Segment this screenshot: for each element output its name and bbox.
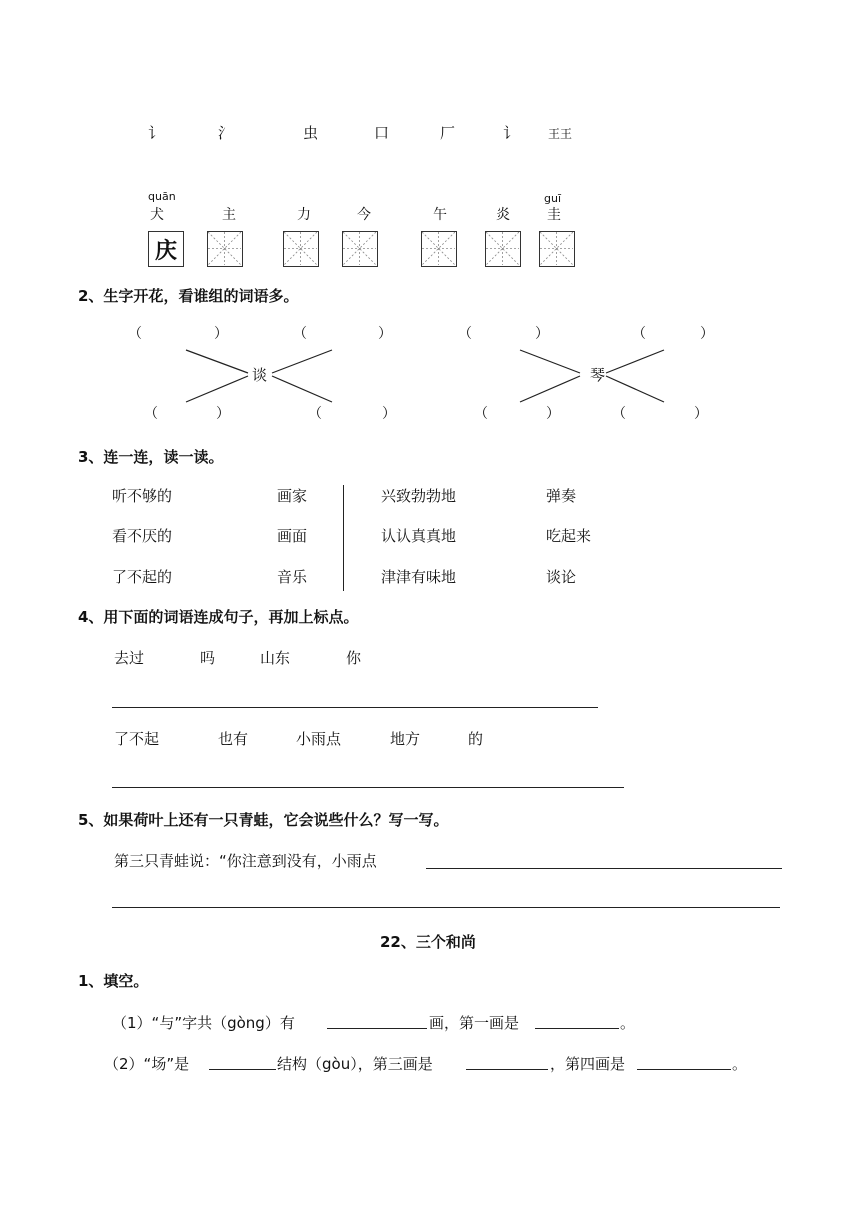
frog-answer-line-2[interactable]	[112, 907, 780, 908]
paren-open: （	[293, 326, 307, 342]
paren-open: （	[144, 406, 158, 422]
paren-open: （	[632, 326, 646, 342]
radical-6: 讠	[503, 124, 519, 142]
col2-item[interactable]: 音乐	[277, 568, 308, 586]
q1-end: 。	[620, 1014, 636, 1032]
column-divider	[343, 485, 344, 591]
paren-close: ）	[216, 406, 230, 422]
word-flower-lines	[0, 330, 860, 450]
word-tile: 的	[468, 730, 484, 748]
grid-guide	[540, 232, 573, 265]
q1-blank-2[interactable]	[535, 1028, 619, 1029]
paren-open: （	[308, 406, 322, 422]
q1-blank-1[interactable]	[327, 1028, 427, 1029]
q1-text-1: （1）“与”字共（gòng）有	[112, 1014, 295, 1032]
answer-line-2[interactable]	[112, 787, 624, 788]
q2-blank-1[interactable]	[209, 1069, 276, 1070]
char-above-4: 今	[357, 207, 371, 223]
col4-item[interactable]: 谈论	[546, 568, 577, 586]
col1-item[interactable]: 听不够的	[112, 487, 173, 505]
paren-close: ）	[700, 326, 714, 342]
section-4-heading: 4、用下面的词语连成句子，再加上标点。	[78, 608, 359, 626]
q2-text-3: ，第四画是	[550, 1055, 626, 1073]
word-tile: 地方	[390, 730, 421, 748]
word-tile: 也有	[218, 730, 249, 748]
frog-answer-line-1[interactable]	[426, 868, 782, 869]
char-above-6: 炎	[496, 207, 510, 223]
paren-open: （	[458, 326, 472, 342]
col2-item[interactable]: 画家	[277, 487, 308, 505]
paren-close: ）	[378, 326, 392, 342]
center-char-tan: 谈	[252, 366, 268, 384]
col2-item[interactable]: 画面	[277, 527, 308, 545]
col1-item[interactable]: 了不起的	[112, 568, 173, 586]
radical-2: 氵	[218, 124, 234, 142]
col3-item[interactable]: 津津有味地	[381, 568, 457, 586]
paren-close: ）	[214, 326, 228, 342]
writing-box-2[interactable]	[207, 231, 243, 267]
q2-blank-3[interactable]	[637, 1069, 731, 1070]
col1-item[interactable]: 看不厌的	[112, 527, 173, 545]
writing-box-3[interactable]	[283, 231, 319, 267]
word-tile: 吗	[200, 649, 216, 667]
writing-box-4[interactable]	[342, 231, 378, 267]
radical-4: 口	[374, 124, 390, 142]
char-above-7: 圭	[547, 207, 561, 223]
paren-close: ）	[546, 406, 560, 422]
q2-blank-2[interactable]	[466, 1069, 548, 1070]
paren-close: ）	[535, 326, 549, 342]
pinyin-quan: quān	[148, 190, 176, 203]
col3-item[interactable]: 兴致勃勃地	[381, 487, 457, 505]
col3-item[interactable]: 认认真真地	[381, 527, 457, 545]
grid-guide	[284, 232, 317, 265]
filled-character: 庆	[154, 238, 177, 264]
grid-guide	[208, 232, 241, 265]
char-above-2: 主	[222, 207, 236, 223]
radical-7: 王王	[548, 127, 573, 141]
word-tile: 小雨点	[296, 730, 342, 748]
section-3-heading: 3、连一连，读一读。	[78, 448, 224, 466]
center-char-qin: 琴	[590, 366, 606, 384]
char-above-1: 犬	[150, 207, 164, 223]
section-5-heading: 5、如果荷叶上还有一只青蛙，它会说些什么？写一写。	[78, 811, 449, 829]
frog-prompt: 第三只青蛙说：“你注意到没有，小雨点	[114, 852, 377, 870]
paren-open: （	[474, 406, 488, 422]
writing-box-1	[148, 231, 184, 267]
q2-text-1: （2）“场”是	[104, 1055, 190, 1073]
q2-text-2: 结构（gòu），第三画是	[277, 1055, 433, 1073]
radical-1: 讠	[148, 124, 164, 142]
col4-item[interactable]: 弹奏	[546, 487, 577, 505]
paren-open: （	[128, 326, 142, 342]
word-tile: 去过	[114, 649, 145, 667]
fill-in-heading: 1、填空。	[78, 972, 149, 990]
radical-5: 厂	[440, 124, 456, 142]
grid-guide	[422, 232, 455, 265]
radical-3: 虫	[303, 124, 319, 142]
pinyin-gui: guī	[544, 192, 562, 205]
writing-box-5[interactable]	[421, 231, 457, 267]
grid-guide	[486, 232, 519, 265]
paren-close: ）	[382, 406, 396, 422]
col4-item[interactable]: 吃起来	[546, 527, 592, 545]
char-above-5: 午	[433, 207, 447, 223]
section-2-heading: 2、生字开花，看谁组的词语多。	[78, 287, 299, 305]
word-tile: 了不起	[114, 730, 160, 748]
q1-text-2: 画，第一画是	[429, 1014, 520, 1032]
writing-box-6[interactable]	[485, 231, 521, 267]
writing-box-7[interactable]	[539, 231, 575, 267]
word-tile: 山东	[260, 649, 291, 667]
grid-guide	[343, 232, 376, 265]
paren-close: ）	[694, 406, 708, 422]
char-above-3: 力	[297, 207, 311, 223]
q2-end: 。	[732, 1055, 748, 1073]
word-tile: 你	[346, 649, 362, 667]
paren-open: （	[612, 406, 626, 422]
answer-line-1[interactable]	[112, 707, 598, 708]
lesson-title: 22、三个和尚	[380, 933, 476, 951]
